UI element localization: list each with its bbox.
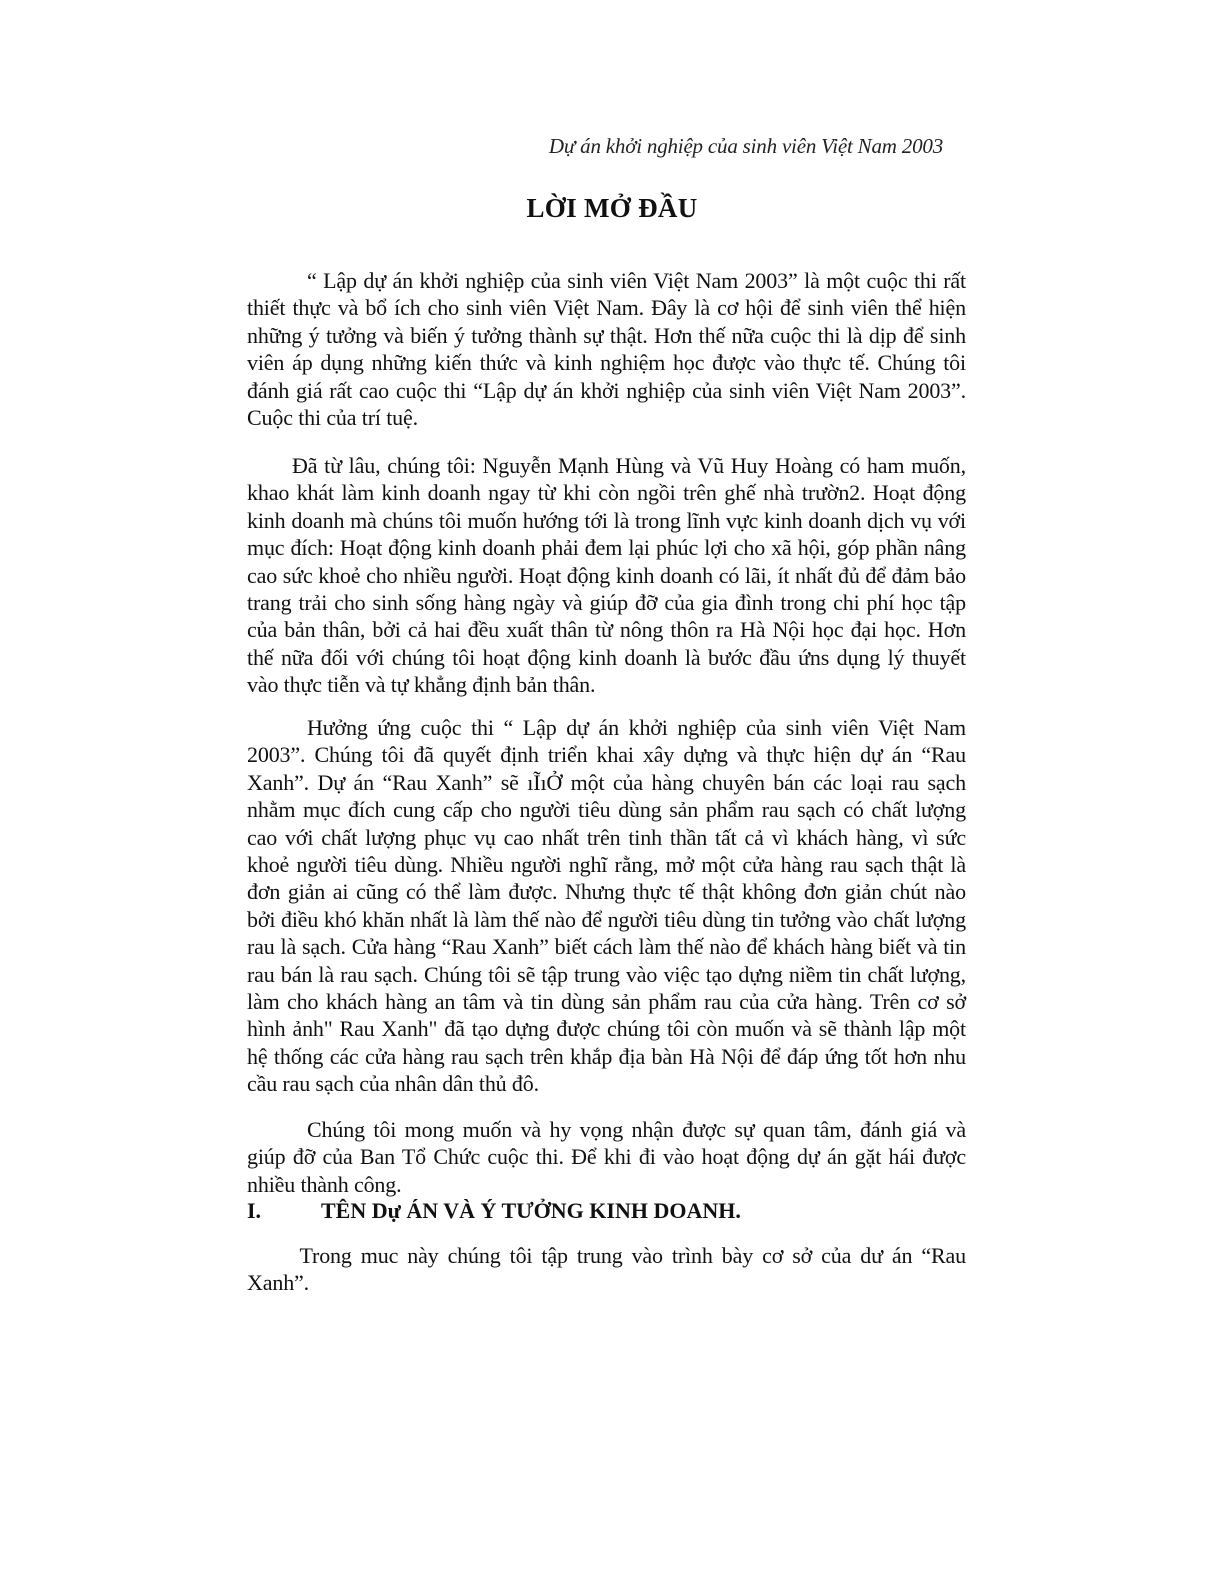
text-line: rau là sạch. Cửa hàng “Rau Xanh” biết cách làm thế nào để khách hàng biết và tin xyxy=(247,934,966,960)
text-line: thế nữa đối với chúng tôi hoạt động kinh doanh là bước đầu ứns dụng lý thuyết xyxy=(247,644,966,670)
text-line: rau bán là rau sạch. Chúng tôi sẽ tập trung vào việc tạo dựng niềm tin chất lượng, xyxy=(247,961,966,987)
paragraph-founders xyxy=(247,452,966,699)
paragraph-intro xyxy=(247,267,966,431)
text-line: Hưởng ứng cuộc thi “ Lập dự án khởi nghiệp của sinh viên Việt Nam xyxy=(307,715,966,740)
text-line: nhiều thành công. xyxy=(247,1171,402,1197)
text-line: mục đích: Hoạt động kinh doanh phải đem lại phúc lợi cho xã hội, góp phần nâng xyxy=(247,535,966,561)
text-line: khao khát làm kinh doanh ngay từ khi còn ngồi trên ghế nhà trườn2. Hoạt động xyxy=(247,480,966,506)
text-line: Xanh”. xyxy=(247,1270,310,1296)
text-line: viên áp dụng những kiến thức và kinh nghiệm học được vào thực tế. Chúng tôi xyxy=(247,350,966,376)
text-line: làm cho khách hàng an tâm và tin dùng sản phẩm rau của cửa hàng. Trên cơ sở xyxy=(247,989,966,1015)
text-line: 2003”. Chúng tôi đã quyết định triển khai xây dựng và thực hiện dự án “Rau xyxy=(247,742,966,768)
text-line: Trong muc này chúng tôi tập trung vào trình bày cơ sở của dư án “Rau xyxy=(299,1243,966,1268)
text-line: kinh doanh mà chúns tôi muốn hướng tới là trong lĩnh vực kinh doanh dịch vụ với xyxy=(247,507,966,533)
text-line: Cuộc thi của trí tuệ. xyxy=(247,405,418,431)
text-line: Đã từ lâu, chúng tôi: Nguyễn Mạnh Hùng và Vũ Huy Hoàng có ham muốn, xyxy=(292,453,966,478)
text-line: “ Lập dự án khởi nghiệp của sinh viên Việt Nam 2003” là một cuộc thi rất xyxy=(307,268,966,293)
text-line: hình ảnh" Rau Xanh" đã tạo dựng được chúng tôi còn muốn và sẽ thành lập một xyxy=(247,1016,966,1042)
running-header: Dự án khởi nghiệp của sinh viên Việt Nam 2003 xyxy=(548,134,943,158)
text-line: giúp đỡ của Ban Tổ Chức cuộc thi. Để khi đi vào hoạt động dự án gặt hái được xyxy=(247,1144,966,1170)
text-line: bởi điều khó khăn nhất là làm thế nào để người tiêu dùng tin tưởng vào chất lượng xyxy=(247,906,966,932)
section-title: TÊN Dự ÁN VÀ Ý TƯỞNG KINH DOANH. xyxy=(321,1198,741,1223)
text-line: cầu rau sạch của nhân dân thủ đô. xyxy=(247,1071,539,1097)
text-line: đơn giản ai cũng có thể làm được. Nhưng thực tế thật không đơn giản chút nào xyxy=(247,879,966,905)
text-line: Xanh”. Dự án “Rau Xanh” sẽ ıĨıỞ một của hàng chuyên bán các loại rau sạch xyxy=(247,769,966,795)
section-heading xyxy=(247,1197,741,1224)
text-line: nhằm mục đích cung cấp cho người tiêu dùng sản phẩm rau sạch có chất lượng xyxy=(247,797,966,823)
text-line: Chúng tôi mong muốn và hy vọng nhận được sự quan tâm, đánh giá và xyxy=(307,1117,966,1142)
page-title: LỜI MỞ ĐẦU xyxy=(526,193,698,223)
section-paragraph xyxy=(247,1242,966,1297)
paragraph-closing xyxy=(247,1116,966,1198)
text-line: trang trải cho sinh sống hàng ngày và giúp đỡ của gia đình trong chi phí học tập xyxy=(247,590,966,616)
text-line: khoẻ người tiêu dùng. Nhiều người nghĩ rằng, mở một cửa hàng rau sạch thật là xyxy=(247,852,966,878)
text-line: những ý tưởng và biến ý tưởng thành sự thật. Hơn thế nữa cuộc thi là dịp để sinh xyxy=(247,322,966,348)
text-line: cao với chất lượng phục vụ cao nhất trên tinh thần tất cả vì khách hàng, vì sức xyxy=(247,824,966,850)
text-line: của bản thân, bởi cả hai đều xuất thân từ nông thôn ra Hà Nội học đại học. Hơn xyxy=(247,617,966,643)
text-line: đánh giá rất cao cuộc thi “Lập dự án khởi nghiệp của sinh viên Việt Nam 2003”. xyxy=(247,377,966,403)
text-line: hệ thống các cửa hàng rau sạch trên khắp địa bàn Hà Nội để đáp ứng tốt hơn nhu xyxy=(247,1043,966,1069)
text-line: vào thực tiễn và tự khẳng định bản thân. xyxy=(247,672,596,698)
paragraph-project xyxy=(247,714,966,1098)
text-line: thiết thực và bổ ích cho sinh viên Việt Nam. Đây là cơ hội để sinh viên thể hiện xyxy=(247,295,966,321)
section-number: I. xyxy=(247,1198,262,1223)
text-line: cao sức khoẻ cho nhiều người. Hoạt động kinh doanh có lãi, ít nhất đủ để đảm bảo xyxy=(247,562,966,588)
